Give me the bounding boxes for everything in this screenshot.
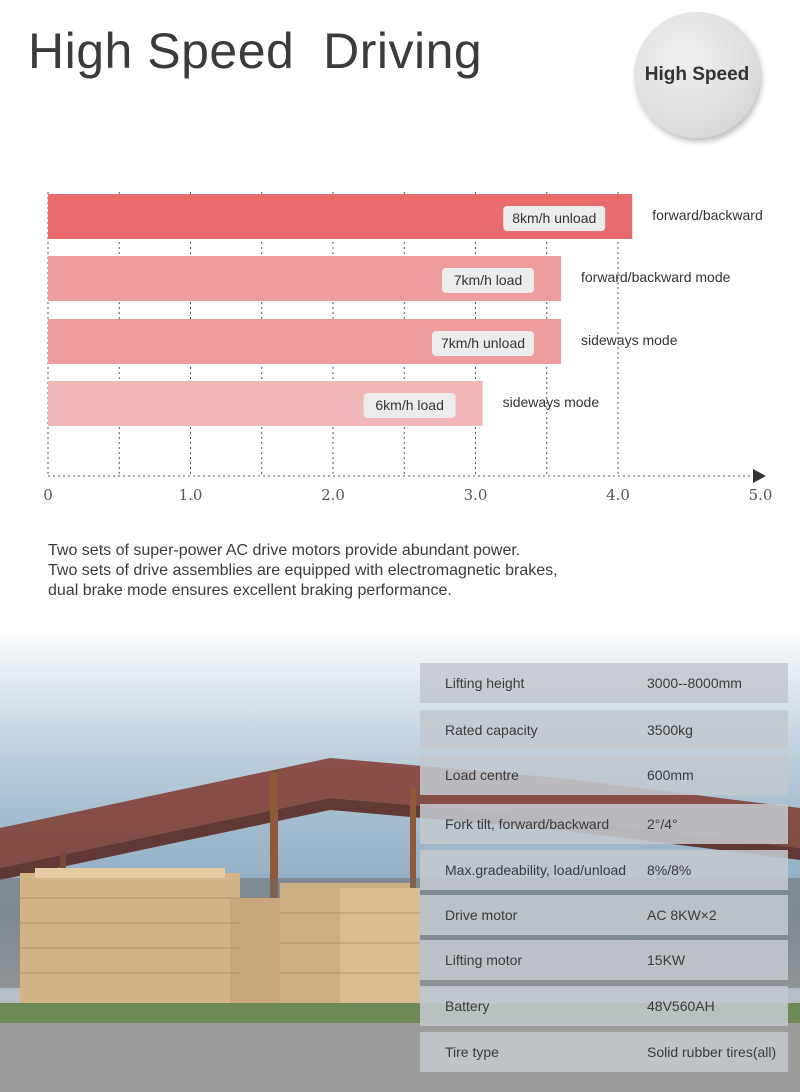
speed-bar-chart (0, 170, 800, 515)
spec-label: Tire type (445, 1044, 499, 1060)
spec-row (420, 986, 788, 1026)
high-speed-badge (634, 12, 760, 138)
spec-label: Rated capacity (445, 722, 538, 738)
spec-value: 8%/8% (647, 862, 692, 878)
bar-category-label: forward/backward mode (581, 269, 731, 285)
spec-row (420, 940, 788, 980)
spec-label: Drive motor (445, 907, 518, 923)
spec-label: Battery (445, 998, 490, 1014)
bar-category-label: sideways mode (502, 394, 600, 410)
x-tick-label: 0 (43, 486, 53, 504)
x-tick-label: 4.0 (606, 486, 630, 504)
x-tick-label: 3.0 (463, 486, 488, 504)
spec-value: 2°/4° (647, 816, 678, 832)
spec-label: Lifting motor (445, 952, 523, 968)
description-line-1: Two sets of super-power AC drive motors provide abundant power. (48, 542, 521, 559)
x-axis-arrow-icon (753, 469, 766, 483)
spec-label: Fork tilt, forward/backward (445, 816, 610, 832)
x-tick-label: 1.0 (178, 486, 203, 504)
spec-value: Solid rubber tires(all) (647, 1044, 777, 1060)
spec-row (420, 1032, 788, 1072)
bar-value-label: 8km/h unload (512, 210, 597, 226)
spec-label: Max.gradeability, load/unload (445, 862, 627, 878)
spec-value: 600mm (647, 767, 694, 783)
spec-row (420, 895, 788, 935)
spec-value: 48V560AH (647, 998, 715, 1014)
badge-label: High Speed (644, 64, 750, 85)
spec-row (420, 710, 788, 750)
bar-category-label: forward/backward (652, 207, 763, 223)
bar-value-label: 6km/h load (375, 397, 444, 413)
description-line-2: Two sets of drive assemblies are equipped with electromagnetic brakes, (48, 562, 558, 579)
x-tick-label: 2.0 (321, 486, 345, 504)
page-title: High Speed Driving (28, 23, 483, 79)
description (48, 541, 558, 601)
spec-value: AC 8KW×2 (647, 907, 717, 923)
spec-value: 3000--8000mm (647, 675, 742, 691)
spec-value: 15KW (647, 952, 686, 968)
bar-value-label: 7km/h load (453, 272, 523, 288)
spec-row (420, 663, 788, 703)
bar-category-label: sideways mode (581, 332, 678, 348)
description-line-3: dual brake mode ensures excellent braking performance. (48, 582, 452, 599)
spec-label: Load centre (445, 767, 519, 783)
spec-row (420, 804, 788, 844)
bar-value-label: 7km/h unload (440, 335, 526, 351)
spec-value: 3500kg (647, 722, 693, 738)
spec-row (420, 850, 788, 890)
spec-label: Lifting height (445, 675, 525, 691)
x-tick-label: 5.0 (748, 486, 773, 504)
spec-row (420, 755, 788, 795)
